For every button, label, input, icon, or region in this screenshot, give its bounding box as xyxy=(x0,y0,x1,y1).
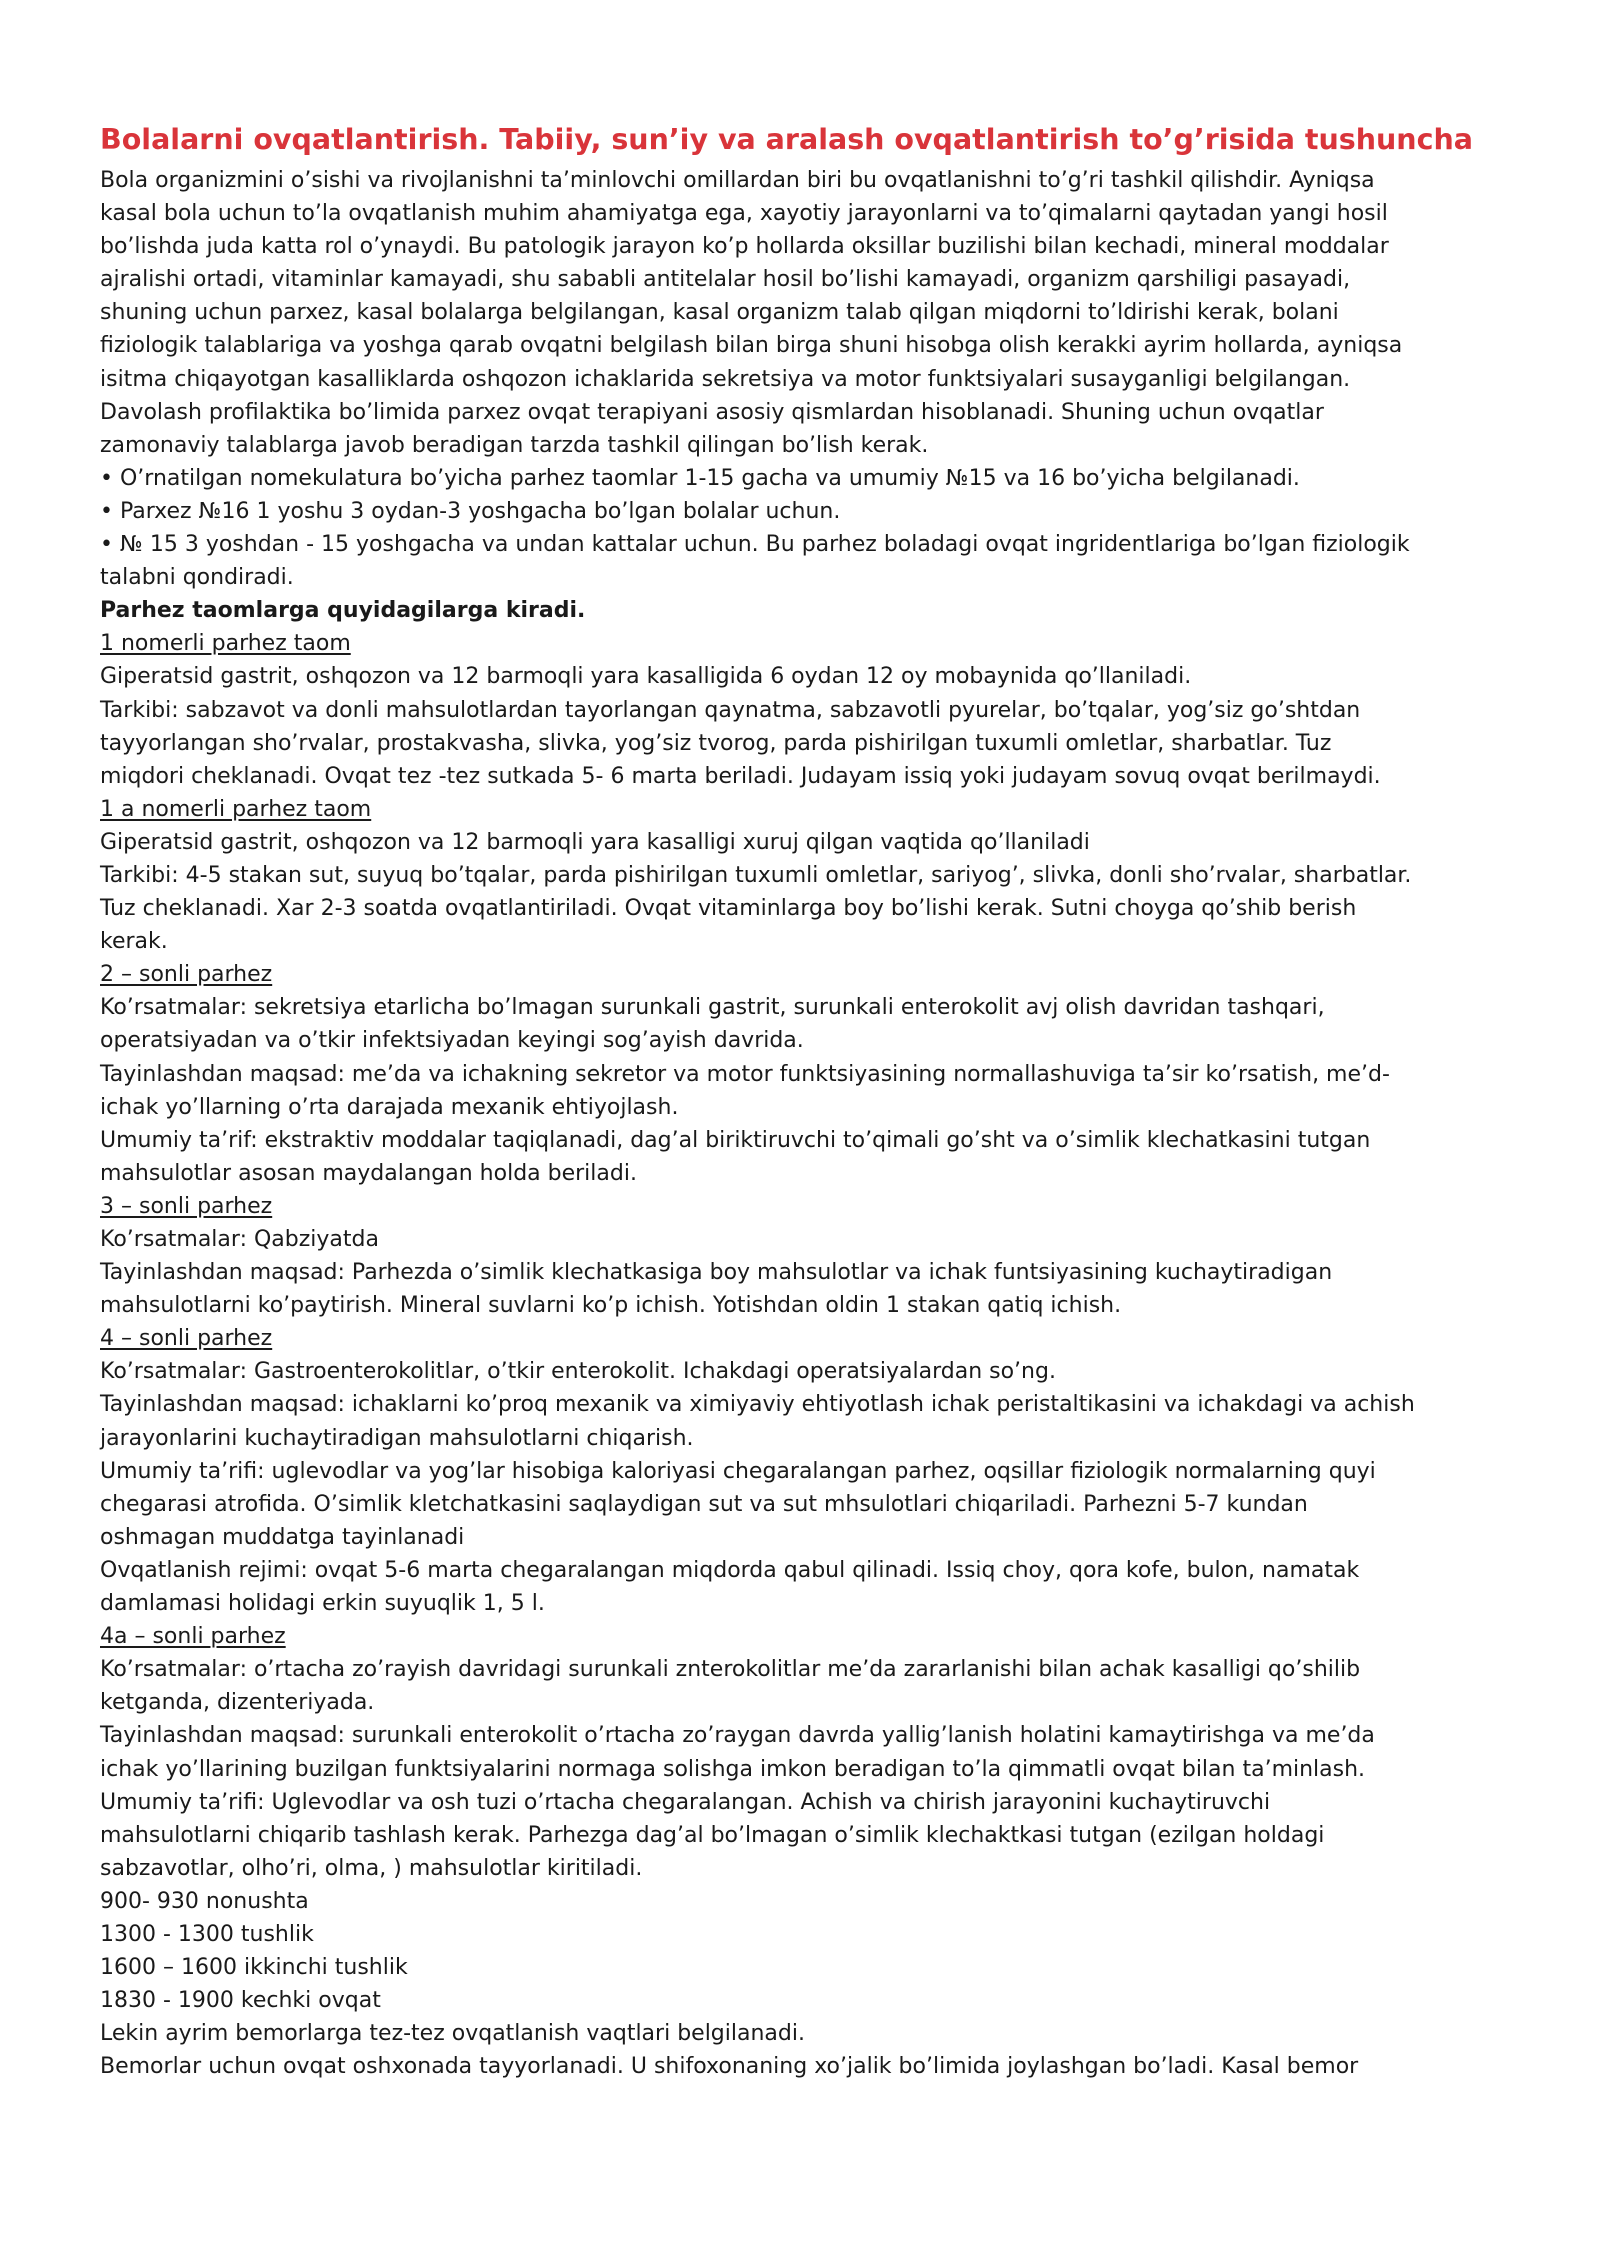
paragraph-line: Ko’rsatmalar: Qabziyatda xyxy=(100,1227,379,1252)
document-body xyxy=(100,164,1500,2083)
paragraph-line: • Parxez №16 1 yoshu 3 oydan-3 yoshgacha bo’lgan bolalar uchun. xyxy=(100,498,841,524)
paragraph-line: 1300 - 1300 tushlik xyxy=(100,1921,314,1947)
paragraph-line: 1600 – 1600 ikkinchi tushlik xyxy=(100,1955,408,1981)
paragraph-line: • № 15 3 yoshdan - 15 yoshgacha va undan kattalar uchun. Bu parhez boladagi ovqat ingridentlariga bo’lgan fiziologik xyxy=(100,532,1410,558)
paragraph-line: kerak. xyxy=(100,929,168,955)
paragraph-line: mahsulotlarni ko’paytirish. Mineral suvlarni ko’p ichish. Yotishdan oldin 1 stakan qatiq ichish. xyxy=(100,1293,1122,1319)
paragraph-line: • O’rnatilgan nomekulatura bo’yicha parhez taomlar 1-15 gacha va umumiy №15 va 16 bo’yicha belgilanadi. xyxy=(100,465,1300,491)
paragraph-line: tayyorlangan sho’rvalar, prostakvasha, slivka, yog’siz tvorog, parda pishirilgan tuxumli omletlar, sharbatlar. Tuz xyxy=(100,730,1332,756)
paragraph-line: jarayonlarini kuchaytiradigan mahsulotlarni chiqarish. xyxy=(100,1425,694,1451)
paragraph-line: Tayinlashdan maqsad: Parhezda o’simlik klechatkasiga boy mahsulotlar va ichak funtsiyasining kuchaytiradigan xyxy=(100,1260,1333,1286)
paragraph-line: Tayinlashdan maqsad: surunkali enterokolit o’rtacha zo’raygan davrda yallig’lanish holatini kamaytirishga va me’da xyxy=(100,1723,1375,1749)
paragraph-line: ichak yo’llarining buzilgan funktsiyalarini normaga solishga imkon beradigan to’la qimmatli ovqat bilan ta’minlash. xyxy=(100,1756,1366,1782)
paragraph-line: miqdori cheklanadi. Ovqat tez -tez sutkada 5- 6 marta beriladi. Judayam issiq yoki judayam sovuq ovqat berilmaydi. xyxy=(100,763,1381,789)
paragraph-line: oshmagan muddatga tayinlanadi xyxy=(100,1524,465,1550)
paragraph-line: Tayinlashdan maqsad: ichaklarni ko’proq mexanik va ximiyaviy ehtiyotlash ichak peristaltikasini va ichakdagi va achish xyxy=(100,1392,1415,1418)
paragraph-line: damlamasi holidagi erkin suyuqlik 1, 5 l. xyxy=(100,1591,545,1617)
paragraph-line: Davolash profilaktika bo’limida parxez ovqat terapiyani asosiy qismlardan hisoblanadi. Shuning uchun ovqatlar xyxy=(100,399,1324,425)
paragraph-line: Giperatsid gastrit, oshqozon va 12 barmoqli yara kasalligi xuruj qilgan vaqtida qo’llaniladi xyxy=(100,829,1090,855)
paragraph-line: ajralishi ortadi, vitaminlar kamayadi, shu sababli antitelalar hosil bo’lishi kamayadi, organizm qarshiligi pasayadi, xyxy=(100,267,1351,293)
paragraph-line: Ovqatlanish rejimi: ovqat 5-6 marta chegaralangan miqdorda qabul qilinadi. Issiq choy, qora kofe, bulon, namatak xyxy=(100,1557,1360,1583)
paragraph-line: mahsulotlar asosan maydalangan holda beriladi. xyxy=(100,1160,637,1186)
document-title: Bolalarni ovqatlantirish. Tabiiy, sun’iy va aralash ovqatlantirish to’g’risida tushuncha xyxy=(100,123,1474,156)
paragraph-line: fiziologik talablariga va yoshga qarab ovqatni belgilash bilan birga shuni hisobga olish kerakki ayrim hollarda, ayniqsa xyxy=(100,333,1403,359)
paragraph-line: chegarasi atrofida. O’simlik kletchatkasini saqlaydigan sut va sut mhsulotlari chiqariladi. Parhezni 5-7 kundan xyxy=(100,1491,1308,1517)
paragraph-line: kasal bola uchun to’la ovqatlanish muhim ahamiyatga ega, xayotiy jarayonlarni va to’qimalarni qaytadan yangi hosil xyxy=(100,201,1388,227)
paragraph-line: Bemorlar uchun ovqat oshxonada tayyorlanadi. U shifoxonaning xo’jalik bo’limida joylashgan bo’ladi. Kasal bemor xyxy=(100,2054,1359,2080)
paragraph-line: sabzavotlar, olho’ri, olma, ) mahsulotlar kiritiladi. xyxy=(100,1855,643,1881)
paragraph-line: shuning uchun parxez, kasal bolalarga belgilangan, kasal organizm talab qilgan miqdorni to’ldirishi kerak, bolani xyxy=(100,300,1339,326)
paragraph-line: Tarkibi: sabzavot va donli mahsulotlardan tayorlangan qaynatma, sabzavotli pyurelar, bo’tqalar, yog’siz go’shtdan xyxy=(100,697,1361,723)
paragraph-line: Lekin ayrim bemorlarga tez-tez ovqatlanish vaqtlari belgilanadi. xyxy=(100,2021,805,2047)
section-heading: 1 a nomerli parhez taom xyxy=(100,796,372,822)
section-heading: 4a – sonli parhez xyxy=(100,1624,286,1650)
paragraph-line: Bola organizmini o’sishi va rivojlanishni ta’minlovchi omillardan biri bu ovqatlanishni to’g’ri tashkil qilishdir. Ayniqsa xyxy=(100,168,1375,193)
paragraph-line: Tayinlashdan maqsad: me’da va ichakning sekretor va motor funktsiyasining normallashuviga ta’sir ko’rsatish, me’d- xyxy=(100,1061,1390,1087)
paragraph-line: operatsiyadan va o’tkir infektsiyadan keyingi sog’ayish davrida. xyxy=(100,1028,804,1054)
paragraph-line: Ko’rsatmalar: Gastroenterokolitlar, o’tkir enterokolit. Ichakdagi operatsiyalardan so’ng. xyxy=(100,1359,1056,1385)
bold-paragraph-line: Parhez taomlarga quyidagilarga kiradi. xyxy=(100,598,586,624)
paragraph-line: ichak yo’llarning o’rta darajada mexanik ehtiyojlash. xyxy=(100,1094,679,1120)
paragraph-line: bo’lishda juda katta rol o’ynaydi. Bu patologik jarayon ko’p hollarda oksillar buzilishi bilan kechadi, mineral moddalar xyxy=(100,234,1389,260)
paragraph-line: Umumiy ta’rif: ekstraktiv moddalar taqiqlanadi, dag’al biriktiruvchi to’qimali go’sht va o’simlik klechatkasini tutgan xyxy=(100,1127,1371,1153)
paragraph-line: Tarkibi: 4-5 stakan sut, suyuq bo’tqalar, parda pishirilgan tuxumli omletlar, sariyog’, slivka, donli sho’rvalar, sharbatlar. xyxy=(100,862,1412,888)
paragraph-line: 1830 - 1900 kechki ovqat xyxy=(100,1988,381,2014)
paragraph-line: Umumiy ta’rifi: uglevodlar va yog’lar hisobiga kaloriyasi chegaralangan parhez, oqsillar fiziologik normalarning quyi xyxy=(100,1458,1376,1484)
paragraph-line: Ko’rsatmalar: sekretsiya etarlicha bo’lmagan surunkali gastrit, surunkali enterokolit avj olish davridan tashqari, xyxy=(100,995,1325,1021)
paragraph-line: Ko’rsatmalar: o’rtacha zo’rayish davridagi surunkali znterokolitlar me’da zararlanishi bilan achak kasalligi qo’shilib xyxy=(100,1657,1361,1683)
paragraph-line: 900- 930 nonushta xyxy=(100,1888,309,1914)
section-heading: 3 – sonli parhez xyxy=(100,1193,273,1219)
document-page xyxy=(100,118,1500,2083)
paragraph-line: mahsulotlarni chiqarib tashlash kerak. Parhezga dag’al bo’lmagan o’simlik klechaktkasi tutgan (ezilgan holdagi xyxy=(100,1822,1325,1848)
paragraph-line: Tuz cheklanadi. Xar 2-3 soatda ovqatlantiriladi. Ovqat vitaminlarga boy bo’lishi kerak. Sutni choyga qo’shib berish xyxy=(100,896,1357,922)
section-heading: 4 – sonli parhez xyxy=(100,1326,273,1352)
section-heading: 1 nomerli parhez taom xyxy=(100,631,351,657)
section-heading: 2 – sonli parhez xyxy=(100,962,273,988)
paragraph-line: Umumiy ta’rifi: Uglevodlar va osh tuzi o’rtacha chegaralangan. Achish va chirish jarayonini kuchaytiruvchi xyxy=(100,1789,1271,1815)
paragraph-line: Giperatsid gastrit, oshqozon va 12 barmoqli yara kasalligida 6 oydan 12 oy mobaynida qo’llaniladi. xyxy=(100,664,1192,690)
paragraph-line: zamonaviy talablarga javob beradigan tarzda tashkil qilingan bo’lish kerak. xyxy=(100,432,929,458)
paragraph-line: isitma chiqayotgan kasalliklarda oshqozon ichaklarida sekretsiya va motor funktsiyalari susayganligi belgilangan. xyxy=(100,366,1351,392)
paragraph-line: ketganda, dizenteriyada. xyxy=(100,1690,375,1716)
paragraph-line: talabni qondiradi. xyxy=(100,565,294,591)
